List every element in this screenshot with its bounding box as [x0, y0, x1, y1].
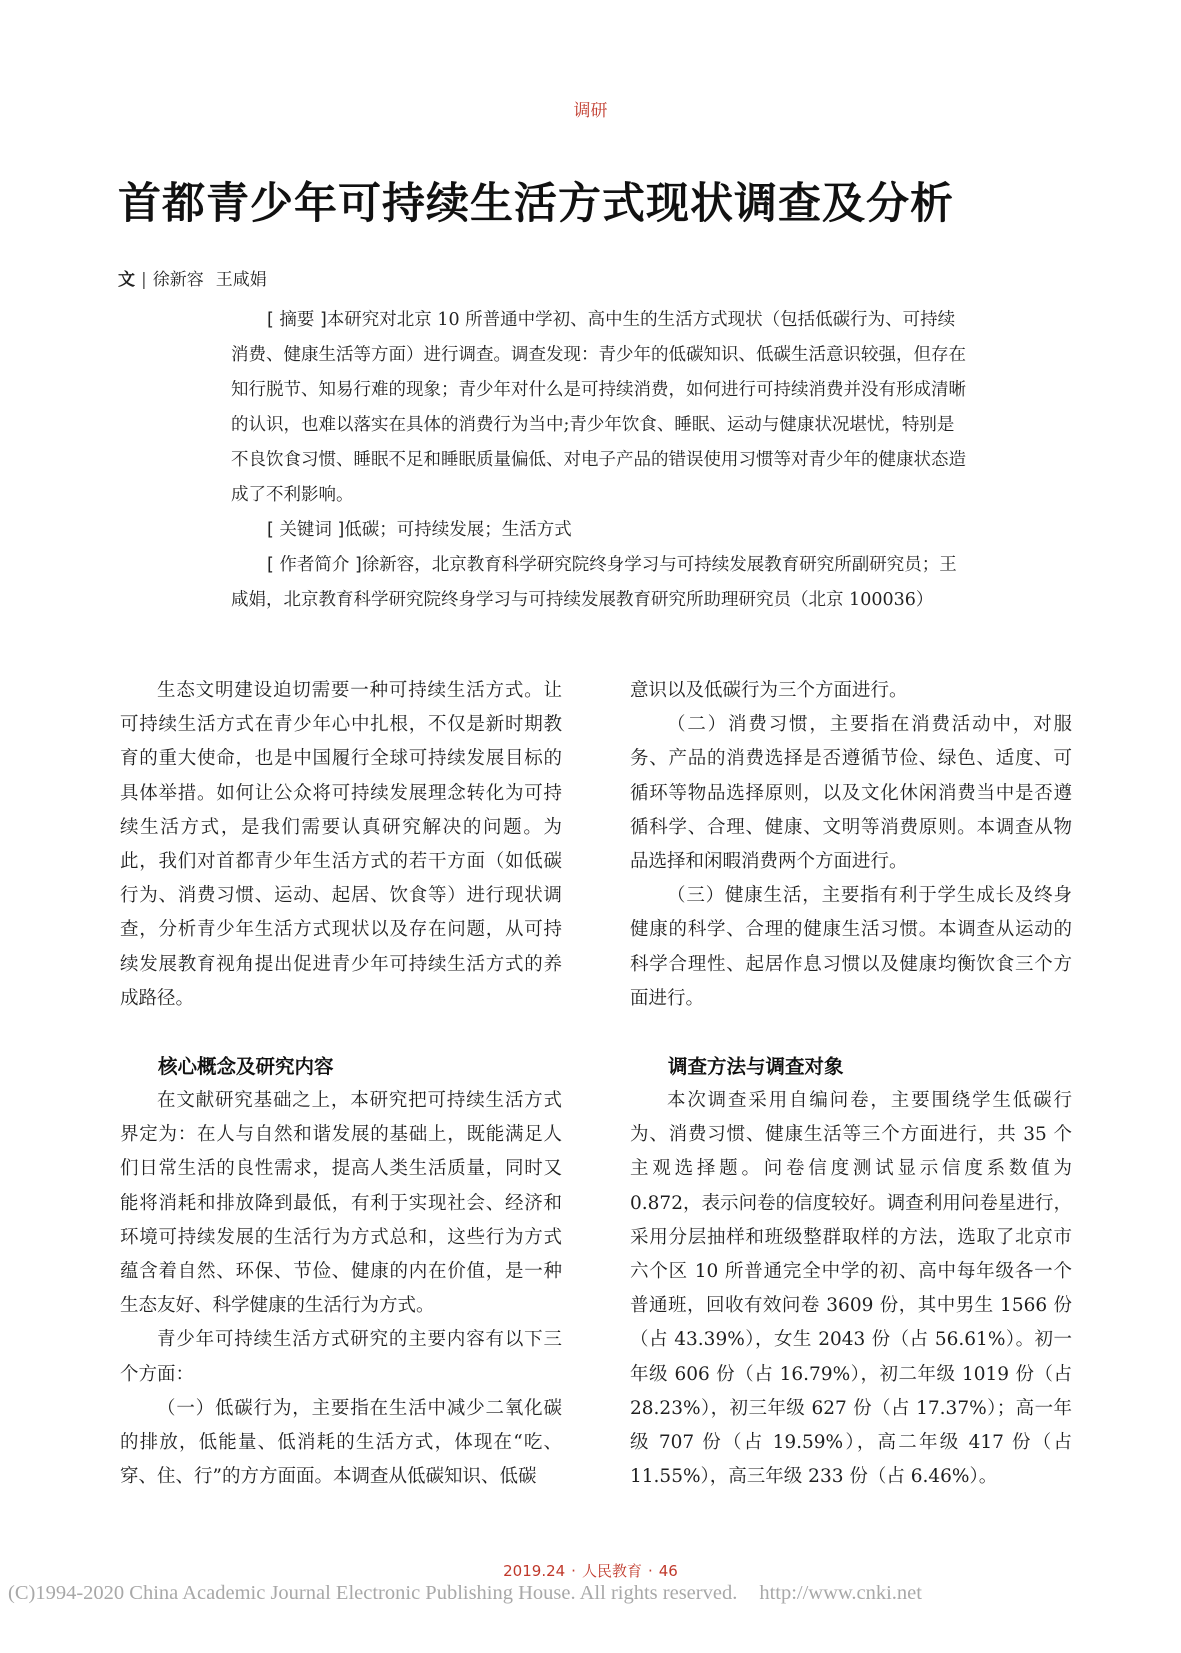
journal-name: 人民教育 — [581, 1562, 642, 1580]
left-column — [120, 674, 562, 1494]
healthy-living-paragraph: （三）健康生活，主要指有利于学生成长及终身健康的科学、合理的健康生活习惯。本调查从运动的科学合理性、起居作息习惯以及健康均衡饮食三个方面进行。 — [630, 885, 1072, 1009]
byline — [118, 265, 267, 290]
right-column — [630, 674, 1072, 1494]
intro-paragraph: 生态文明建设迫切需要一种可持续生活方式。让可持续生活方式在青少年心中扎根，不仅是新时期教育的重大使命，也是中国履行全球可持续发展目标的具体举措。如何让公众将可持续发展理念转化为可持续生活方式，是我们需要认真研究解决的问题。为此，我们对首都青少年生活方式的若干方面（如低碳行为、消费习惯、运动、起居、饮食等）进行现状调查，分析青少年生活方式现状以及存在问题，从可持续发展教育视角提出促进青少年可持续生活方式的养成路径。 — [120, 680, 562, 1009]
cnki-url: http://www.cnki.net — [759, 1582, 922, 1604]
page-number: 46 — [658, 1562, 678, 1580]
content-overview-paragraph: 青少年可持续生活方式研究的主要内容有以下三个方面： — [120, 1329, 562, 1385]
low-carbon-paragraph-continued: 意识以及低碳行为三个方面进行。 — [630, 680, 908, 701]
abstract-block — [231, 303, 971, 618]
abstract-text: 本研究对北京 10 所普通中学初、高中生的生活方式现状（包括低碳行为、可持续消费、健康生活等方面）进行调查。调查发现：青少年的低碳知识、低碳生活意识较强，但存在知行脱节、知易行难的现象；青少年对什么是可持续消费，如何进行可持续消费并没有形成清晰的认识，也难以落实在具体的消费行为当中;青少年饮食、睡眠、运动与健康状况堪忧，特别是不良饮食习惯、睡眠不足和睡眠质量偏低、对电子产品的错误使用习惯等对青少年的健康状态造成了不利影响。 — [231, 310, 966, 505]
section-heading-methods: 调查方法与调查对象 — [668, 1055, 844, 1079]
copyright-watermark — [8, 1582, 1178, 1605]
keywords-label: [ 关键词 ] — [267, 520, 345, 540]
abstract-paragraph — [231, 303, 971, 513]
keywords-text: 低碳；可持续发展；生活方式 — [344, 520, 572, 540]
section-heading-core-concepts: 核心概念及研究内容 — [158, 1055, 334, 1079]
author-bio-text: 徐新容，北京教育科学研究院终身学习与可持续发展教育研究所副研究员；王咸娟，北京教育科学研究院终身学习与可持续发展教育研究所助理研究员（北京 100036） — [231, 555, 957, 610]
keywords-paragraph — [231, 513, 971, 548]
issue-number: 2019.24 — [503, 1562, 566, 1580]
definition-paragraph: 在文献研究基础之上，本研究把可持续生活方式界定为：在人与自然和谐发展的基础上，既能满足人们日常生活的良性需求，提高人类生活质量，同时又能将消耗和排放降到最低，有利于实现社会、经济和环境可持续发展的生活行为方式总和，这些行为方式蕴含着自然、环保、节俭、健康的内在价值，是一种生态友好、科学健康的生活行为方式。 — [120, 1090, 562, 1317]
consumption-paragraph: （二）消费习惯，主要指在消费活动中，对服务、产品的消费选择是否遵循节俭、绿色、适度、可循环等物品选择原则，以及文化休闲消费当中是否遵循科学、合理、健康、文明等消费原则。本调查从物品选择和闲暇消费两个方面进行。 — [630, 714, 1072, 873]
section-tag: 调研 — [573, 101, 608, 121]
byline-separator: | — [141, 270, 147, 290]
footer-dot: · — [571, 1562, 576, 1580]
page-footer — [0, 1560, 1181, 1581]
copyright-text: (C)1994-2020 China Academic Journal Electronic Publishing House. All rights reserved. — [8, 1582, 738, 1604]
author-bio-label: [ 作者简介 ] — [267, 555, 362, 575]
byline-label: 文 — [118, 270, 135, 290]
footer-dot: · — [647, 1562, 653, 1580]
author-2: 王咸娟 — [215, 270, 267, 290]
author-bio-paragraph — [231, 548, 971, 618]
article-title: 首都青少年可持续生活方式现状调查及分析 — [118, 179, 954, 229]
methods-paragraph: 本次调查采用自编问卷，主要围绕学生低碳行为、消费习惯、健康生活等三个方面进行，共 35 个主观选择题。问卷信度测试显示信度系数值为 0.872，表示问卷的信度较好。调查利用问卷星进行，采用分层抽样和班级整群取样的方法，选取了北京市六个区 10 所普通完全中学的初、高中每年级各一个普通班，回收有效问卷 3609 份，其中男生 1566 份（占 43.39%），女生 2043 份（占 56.61%）。初一年级 606 份（占 16.79%），初二年级 1019 份（占 28.23%），初三年级 627 份（占 17.37%）；高一年级 707 份（占 19.59%），高二年级 417 份（占 11.55%），高三年级 233 份（占 6.46%）。 — [630, 1090, 1072, 1488]
low-carbon-paragraph: （一）低碳行为，主要指在生活中减少二氧化碳的排放，低能量、低消耗的生活方式，体现在“吃、穿、住、行”的方方面面。本调查从低碳知识、低碳 — [120, 1397, 562, 1488]
abstract-label: [ 摘要 ] — [267, 310, 327, 330]
author-1: 徐新容 — [152, 270, 204, 290]
